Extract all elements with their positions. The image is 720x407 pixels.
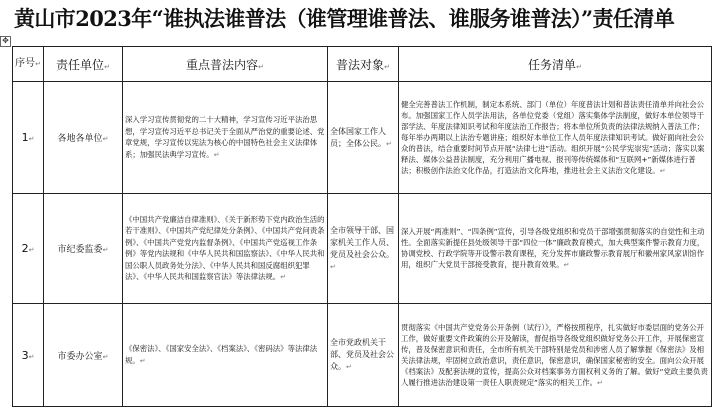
row-content: 深入学习宣传贯彻党的二十大精神，学习宣传习近平法治思想，学习宣传习近平总书记关于全面从严治党的重要论述、党章党规，学习宣传以宪法为核心的中国特色社会主义法律体系；加强民法典学习宣传。↵ [123,82,328,194]
row-unit: 市纪委监委↵ [44,194,123,304]
row-target: 全市领导干部、国家机关工作人员、党员及社会公众。↵ [328,194,399,304]
header-unit: 责任单位↵ [44,47,123,82]
row-unit: 各地各单位↵ [44,82,123,194]
row-no: 1↵ [13,82,44,194]
row-target: 全体国家工作人员；全体公民。↵ [328,82,399,194]
table-row [13,82,712,194]
row-no: 3↵ [13,304,44,407]
responsibility-table [12,46,712,407]
table-row [13,304,712,407]
row-target: 全市党政机关干部、党员及社会公众。↵ [328,304,399,407]
row-task: 贯彻落实《中国共产党党务公开条例（试行）》，严格按照程序，扎实做好市委层面的党务公开工作，做好重要文件政策的公开及解读，督促指导各级党组织做好党务公开工作，开展保密宣传，普及保密意识和责任，全市所有机关干部特别是党员和涉密人员了解掌握《保密法》及相关法律法规，牢固树立政治意识，责任意识，保密意识，确保国家秘密的安全。面向公众开展《档案法》及配套法规的宣传，提高公众对档案事务方面权利义务的了解。做好“党政主要负责人履行推进法治建设第一责任人职责规定”落实的相关工作。↵ [399,304,712,407]
table-row [13,194,712,304]
row-task: 健全完善普法工作机制，制定本系统、部门（单位）年度普法计划和普法责任清单并向社会公布。加强国家工作人员学法用法，各单位党委（党组）落实集体学法制度，做好本单位领导干部学法、年度法律知识考试和年度法治工作报告；将本单位所负责的法律法规纳入普法工作；每年举办两期以上法治专题讲座；组织好本单位工作人员年度法律知识考试。做好面向社会公众的普法，结合重要时间节点开展“法律七进”活动。组织开展“公民学宪崇宪”活动；落实以案释法、媒体公益普法制度，充分利用广播电视、报刊等传统媒体和“互联网+”新媒体进行普法；积极创作法治文化作品，打造法治文化阵地，推进社会主义法治文化建设。↵ [399,82,712,194]
row-no: 2↵ [13,194,44,304]
header-task: 任务清单↵ [399,47,712,82]
row-task: 深入开展“两准则”、“四条例”宣传，引导各级党组织和党员干部增强贯彻落实的自觉性和主动性。全面落实新提任县处级领导干部“四位一体”廉政教育模式，加大典型案件警示教育力度，协调党校、行政学院等开设警示教育课程，充分发挥市廉政警示教育展厅和徽州家风家训馆作用，组织广大党员干部接受教育，提升教育效果。↵ [399,194,712,304]
move-anchor-icon[interactable]: ✥ [0,36,11,47]
row-unit: 市委办公室↵ [44,304,123,407]
header-target: 普法对象↵ [328,47,399,82]
header-no: 序号↵ [13,47,44,82]
page-title: 黄山市2023年“谁执法谁普法（谁管理谁普法、谁服务谁普法）”责任清单 [14,6,675,31]
table-header-row [13,47,712,82]
row-content: 《保密法》、《国家安全法》、《档案法》、《密码法》等法律法规。↵ [123,304,328,407]
header-content: 重点普法内容↵ [123,47,328,82]
row-content: 《中国共产党廉洁自律准则》、《关于新形势下党内政治生活的若干准则》、《中国共产党纪律处分条例》、《中国共产党问责条例》、《中国共产党党内监督条例》、《中国共产党巡视工作条例》等党内法规和《中华人民共和国监察法》、《中华人民共和国公职人员政务处分法》、《中华人民共和国反腐组织犯罪法》、《中华人民共和国监察官法》等法律法规。↵ [123,194,328,304]
